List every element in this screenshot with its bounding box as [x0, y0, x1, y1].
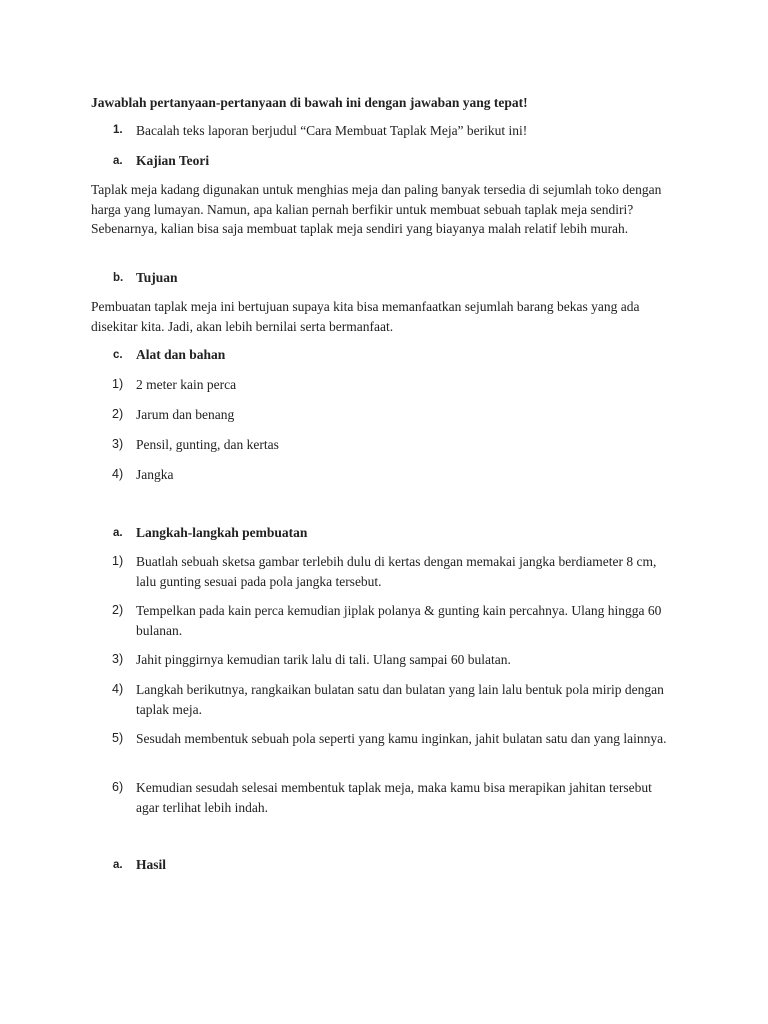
- section-title: Langkah-langkah pembuatan: [136, 525, 308, 540]
- question-text: Bacalah teks laporan berjudul “Cara Membuat Taplak Meja” berikut ini!: [136, 123, 528, 138]
- section-title: Hasil: [136, 857, 167, 872]
- section-marker: c.: [113, 349, 123, 361]
- list-item-text: Langkah berikutnya, rangkaikan bulatan satu dan bulatan yang lain lalu bentuk pola mirip dengan taplak meja.: [136, 682, 664, 717]
- list-item-text: 2 meter kain perca: [136, 377, 237, 392]
- list-item-text: Pensil, gunting, dan kertas: [136, 437, 279, 452]
- list-item-text: Jahit pinggirnya kemudian tarik lalu di tali. Ulang sampai 60 bulatan.: [136, 652, 511, 667]
- list-item-text: Tempelkan pada kain perca kemudian jiplak polanya & gunting kain percahnya. Ulang hingga 60 bulanan.: [136, 603, 662, 638]
- section-marker: a.: [113, 859, 123, 871]
- list-item-number: 4): [112, 682, 124, 696]
- list-item-text: Sesudah membentuk sebuah pola seperti yang kamu inginkan, jahit bulatan satu dan yang lainnya.: [136, 731, 667, 746]
- list-item-text: Buatlah sebuah sketsa gambar terlebih dulu di kertas dengan memakai jangka berdiameter 8 cm, lalu gunting sesuai pada pola jangka tersebut.: [136, 554, 657, 589]
- list-item-text: Kemudian sesudah selesai membentuk taplak meja, maka kamu bisa merapikan jahitan tersebut agar terlihat lebih indah.: [136, 780, 652, 815]
- list-item-number: 1): [112, 377, 124, 391]
- section-title: Alat dan bahan: [136, 347, 226, 362]
- list-item-text: Jarum dan benang: [136, 407, 235, 422]
- instruction-heading: Jawablah pertanyaan-pertanyaan di bawah ini dengan jawaban yang tepat!: [91, 95, 528, 110]
- section-body: Pembuatan taplak meja ini bertujuan supaya kita bisa memanfaatkan sejumlah barang bekas yang ada disekitar kita. Jadi, akan lebih bernilai serta bermanfaat.: [91, 299, 640, 334]
- list-item-number: 4): [112, 467, 124, 481]
- list-item-number: 2): [112, 603, 124, 617]
- list-item-number: 6): [112, 780, 124, 794]
- section-title: Kajian Teori: [136, 153, 210, 168]
- list-item-number: 2): [112, 407, 124, 421]
- list-item-number: 1): [112, 554, 124, 568]
- section-marker: a.: [113, 527, 123, 539]
- question-number: 1.: [113, 124, 123, 136]
- list-item-number: 3): [112, 437, 124, 451]
- list-item-number: 5): [112, 731, 124, 745]
- section-marker: a.: [113, 155, 123, 167]
- section-title: Tujuan: [136, 270, 178, 285]
- list-item-number: 3): [112, 652, 124, 666]
- list-item-text: Jangka: [136, 467, 174, 482]
- section-body: Taplak meja kadang digunakan untuk menghias meja dan paling banyak tersedia di sejumlah toko dengan harga yang lumayan. Namun, apa kalian pernah berfikir untuk membuat sebuah taplak meja sendiri? Sebenarnya, kalian bisa saja membuat taplak meja sendiri yang biayanya malah relatif lebih murah.: [91, 182, 662, 236]
- section-marker: b.: [113, 272, 124, 284]
